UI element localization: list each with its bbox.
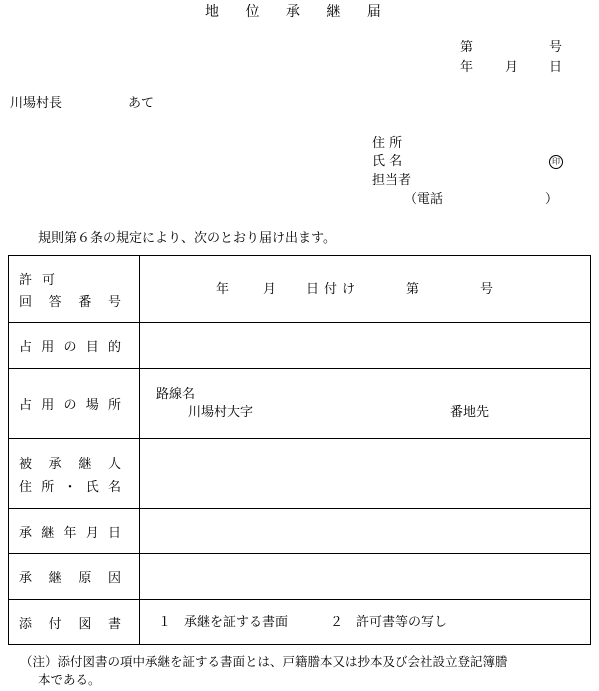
label-char: 被 bbox=[19, 456, 33, 472]
label-char: 添 bbox=[19, 616, 33, 632]
label-succession-reason bbox=[9, 554, 140, 600]
table-row-purpose bbox=[9, 323, 591, 369]
document-title bbox=[205, 5, 403, 19]
label-line bbox=[19, 453, 121, 472]
label-char: 的 bbox=[107, 340, 121, 355]
value-succession-reason[interactable] bbox=[140, 554, 591, 600]
seal-mark-text: 印 bbox=[549, 155, 563, 169]
label-char: 承 bbox=[48, 456, 62, 472]
label-char: 承 bbox=[19, 571, 33, 586]
table-row-location bbox=[9, 369, 591, 439]
label-line bbox=[19, 269, 55, 288]
label-line bbox=[19, 522, 121, 541]
value-attachments bbox=[140, 600, 591, 645]
label-char: 付 bbox=[48, 616, 62, 632]
label-permit-number bbox=[9, 256, 140, 323]
label-predecessor bbox=[9, 439, 140, 509]
label-char: 用 bbox=[41, 340, 55, 355]
attachment-item: １ 承継を証する書面 bbox=[158, 615, 289, 630]
title-char: 位 bbox=[245, 4, 260, 20]
contact-person-label: 担当者 bbox=[372, 173, 412, 188]
address-label: 住 所 bbox=[372, 136, 403, 151]
label-purpose bbox=[9, 323, 140, 369]
label-line bbox=[19, 336, 121, 355]
label-char: 継 bbox=[41, 525, 55, 541]
permit-month: 月 bbox=[263, 282, 277, 297]
value-location[interactable] bbox=[140, 369, 591, 439]
table-row-succession-reason bbox=[9, 554, 591, 600]
label-char: 住 bbox=[19, 479, 33, 495]
attachment-item: ２ 許可書等の写し bbox=[330, 615, 448, 630]
label-char: 人 bbox=[107, 456, 121, 472]
label-line bbox=[19, 291, 121, 310]
label-char: 名 bbox=[107, 479, 121, 495]
label-char: 号 bbox=[107, 294, 121, 310]
label-char: の bbox=[63, 340, 77, 355]
route-name-label: 路線名 bbox=[156, 387, 196, 402]
label-char: 原 bbox=[78, 571, 92, 586]
label-char: 用 bbox=[41, 398, 55, 413]
footnote-line: （注）添付図書の項中承継を証する書面とは、戸籍謄本又は抄本及び会社設立登記簿謄 bbox=[20, 654, 508, 669]
label-char: 回 bbox=[19, 294, 33, 310]
label-char: 許 bbox=[19, 272, 33, 288]
label-char: 目 bbox=[85, 340, 99, 355]
seal-mark bbox=[549, 154, 563, 169]
phone-label: （電話 bbox=[404, 192, 444, 207]
label-char: 因 bbox=[107, 571, 121, 586]
label-char: 年 bbox=[63, 525, 77, 541]
date-day: 日 bbox=[549, 60, 563, 75]
label-line bbox=[19, 476, 121, 495]
table-row-predecessor bbox=[9, 439, 591, 509]
label-char: 所 bbox=[41, 479, 55, 495]
addressee-name: 川場村長 bbox=[10, 96, 63, 111]
label-char: 所 bbox=[107, 398, 121, 413]
permit-day: 日付け bbox=[306, 282, 361, 297]
table-row-attachments bbox=[9, 600, 591, 645]
notification-table bbox=[8, 255, 591, 645]
footnote-line: 本である。 bbox=[38, 672, 101, 687]
label-char: の bbox=[63, 398, 77, 413]
village-district-label: 川場村大字 bbox=[188, 405, 254, 420]
label-char: 日 bbox=[107, 525, 121, 541]
value-purpose[interactable] bbox=[140, 323, 591, 369]
value-permit-number[interactable] bbox=[140, 256, 591, 323]
label-char: 継 bbox=[48, 571, 62, 586]
intro-text: 規則第６条の規定により、次のとおり届け出ます。 bbox=[38, 231, 336, 246]
label-char: 占 bbox=[19, 398, 33, 413]
label-attachments bbox=[9, 600, 140, 645]
table-row-permit-number bbox=[9, 256, 591, 323]
label-char: 場 bbox=[85, 398, 99, 413]
label-char: 図 bbox=[78, 616, 92, 632]
value-predecessor[interactable] bbox=[140, 439, 591, 509]
addressee-suffix: あて bbox=[128, 96, 155, 111]
label-location bbox=[9, 369, 140, 439]
permit-year: 年 bbox=[216, 282, 230, 297]
title-char: 届 bbox=[366, 4, 381, 20]
permit-go: 号 bbox=[480, 282, 494, 297]
lot-number-label: 番地先 bbox=[450, 405, 490, 420]
label-char: 可 bbox=[41, 272, 55, 288]
title-char: 承 bbox=[285, 4, 300, 20]
title-char: 継 bbox=[326, 4, 341, 20]
label-char: 承 bbox=[19, 525, 33, 541]
name-label: 氏 名 bbox=[372, 154, 403, 169]
label-char: 番 bbox=[78, 294, 92, 310]
date-month: 月 bbox=[505, 60, 519, 75]
label-char: 答 bbox=[48, 294, 62, 310]
doc-number-dai: 第 bbox=[460, 40, 474, 55]
phone-close: ） bbox=[545, 192, 559, 207]
label-char: 書 bbox=[107, 616, 121, 632]
label-line bbox=[19, 567, 121, 586]
label-char: 氏 bbox=[85, 479, 99, 495]
label-succession-date bbox=[9, 509, 140, 554]
label-char: ・ bbox=[63, 479, 77, 495]
label-char: 継 bbox=[78, 456, 92, 472]
label-line bbox=[19, 394, 121, 413]
table-row-succession-date bbox=[9, 509, 591, 554]
label-char: 占 bbox=[19, 340, 33, 355]
title-char: 地 bbox=[205, 4, 219, 20]
doc-number-go: 号 bbox=[549, 40, 563, 55]
label-line bbox=[19, 613, 121, 632]
value-succession-date[interactable] bbox=[140, 509, 591, 554]
label-char: 月 bbox=[85, 525, 99, 541]
permit-dai: 第 bbox=[406, 282, 420, 297]
date-year: 年 bbox=[460, 60, 474, 75]
